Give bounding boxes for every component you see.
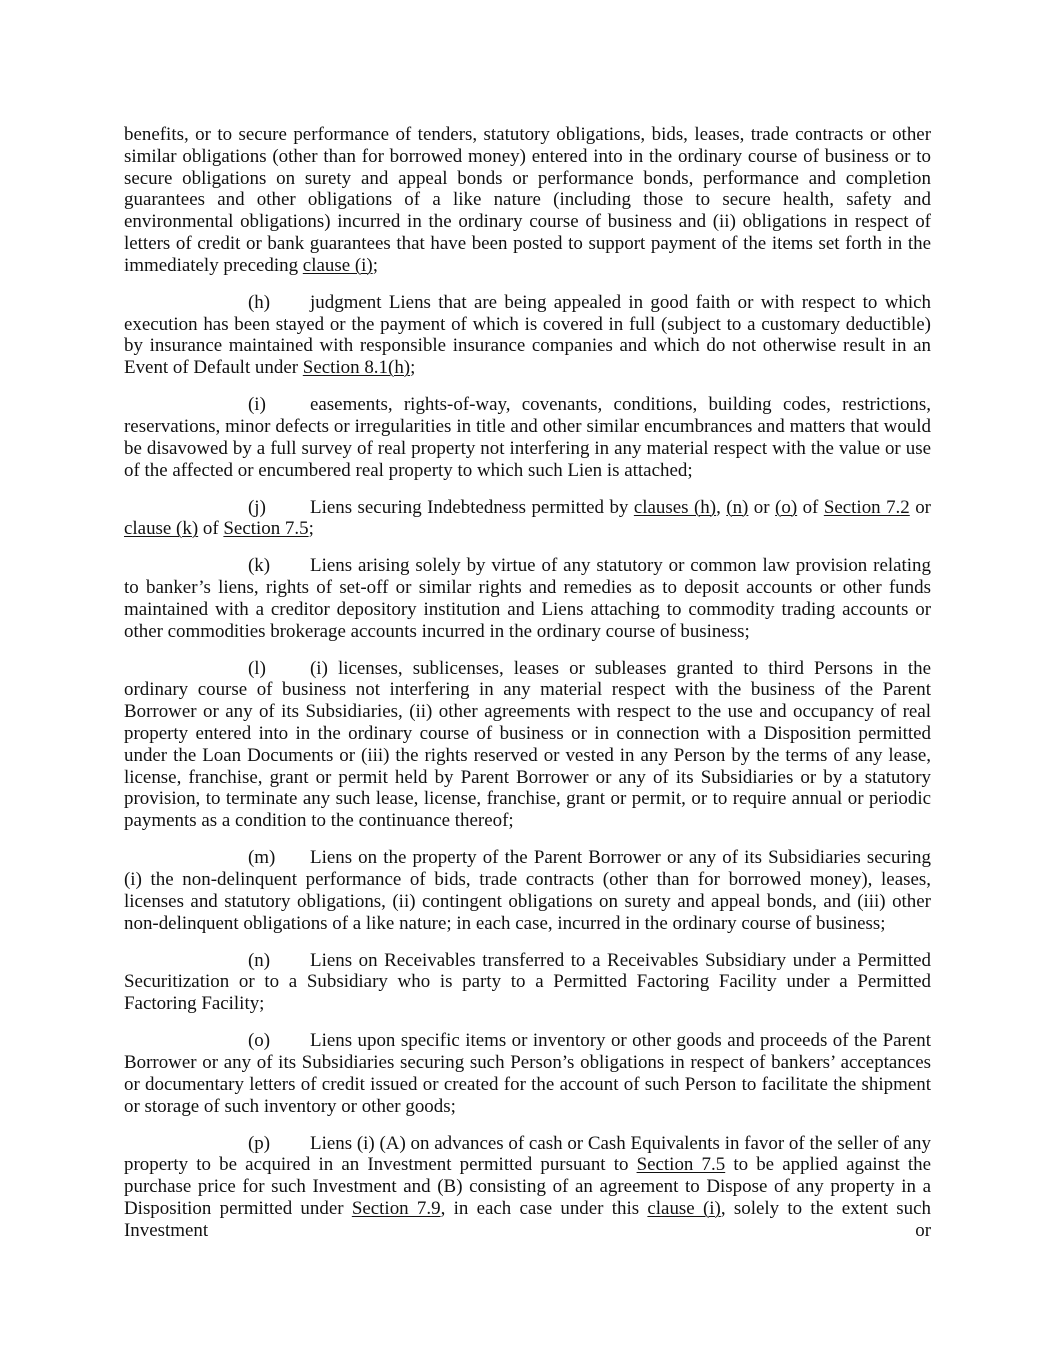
cross-reference: clause (i) xyxy=(647,1197,721,1219)
clause-label: (n) xyxy=(248,949,271,971)
clause-text: easements, rights-of-way, covenants, conditions, building codes, restrictions, reservations, minor defects or irregularities in title and other similar encumbrances and matters that would be disavowed by a full survey of real property not interfering in any material respect with the value or use of the affected or encumbered real property to which such Lien is attached; xyxy=(124,394,931,481)
cross-reference: clause (k) xyxy=(124,518,199,540)
cross-reference: Section 7.2 xyxy=(823,496,910,518)
cross-reference: clause (i) xyxy=(302,254,373,276)
clause-text: Liens on Receivables transferred to a Receivables Subsidiary under a Permitted Securitization or to a Subsidiary who is party to a Permitted Factoring Facility under a Permitted Factoring Facility; xyxy=(124,949,931,1015)
clause-text: or xyxy=(748,496,776,518)
clause-paragraph xyxy=(124,292,931,379)
cross-reference: Section 7.9 xyxy=(351,1197,441,1219)
clause-paragraph xyxy=(124,950,931,1015)
clause-paragraph xyxy=(124,555,931,642)
cross-reference: (o) xyxy=(775,496,798,518)
clause-text: , xyxy=(716,496,727,518)
clause-text: ; xyxy=(410,357,416,379)
clause-paragraph xyxy=(124,497,931,541)
cross-reference: Section 7.5 xyxy=(636,1154,726,1176)
clause-paragraph xyxy=(124,658,931,832)
clause-label: (m) xyxy=(248,847,276,869)
clause-paragraph xyxy=(124,847,931,934)
clause-text: benefits, or to secure performance of tenders, statutory obligations, bids, leases, trade contracts or other similar obligations (other than for borrowed money) entered into in the ordinary course of business or to secure obligations on surety and appeal bonds or performance bonds, performance and completion guarantees and other obligations of a like nature (including those to secure health, safety and environmental obligations) incurred in the ordinary course of business and (ii) obligations in respect of letters of credit or bank guarantees that have been posted to support payment of the items set forth in the immediately preceding xyxy=(124,124,931,276)
clause-text: Liens securing Indebtedness permitted by xyxy=(310,496,634,518)
clause-text: (i) licenses, sublicenses, leases or subleases granted to third Persons in the ordinary course of business not interfering in any material respect with the business of the Parent Borrower or any of its Subsidiaries, (ii) other agreements with respect to the use and occupancy of real property entered into in the ordinary course of business or in connection with a Disposition permitted under the Loan Documents or (iii) the rights reserved or vested in any Person by the terms of any lease, license, franchise, grant or permit held by Parent Borrower or any of its Subsidiaries or by a statutory provision, to terminate any such lease, license, franchise, grant or permit, or to require annual or periodic payments as a condition to the continuance thereof; xyxy=(124,657,931,832)
clause-text: judgment Liens that are being appealed in good faith or with respect to which execution has been stayed or the payment of which is covered in full (subject to a customary deductible) by insurance maintained with responsible insurance companies and which do not otherwise result in an Event of Default under xyxy=(124,291,931,379)
clause-text: Liens on the property of the Parent Borrower or any of its Subsidiaries securing (i) the non-delinquent performance of bids, trade contracts (other than for borrowed money), leases, licenses and statutory obligations, (ii) contingent obligations on surety and appeal bonds, and (iii) other non-delinquent obligations of a like nature; in each case, incurred in the ordinary course of business; xyxy=(124,847,931,934)
clause-label: (o) xyxy=(248,1030,271,1052)
clause-text: of xyxy=(198,518,224,540)
clause-text: to be applied against the purchase price for such Investment and (B) consisting of an agreement to Dispose of any property in a Disposition permitted under xyxy=(124,1154,932,1219)
clause-text: , in each case under this xyxy=(440,1197,648,1219)
document-body xyxy=(124,124,931,1257)
clause-text: or xyxy=(909,496,931,518)
clause-label: (h) xyxy=(248,291,271,313)
cross-reference: clauses (h) xyxy=(633,496,717,518)
clause-label: (j) xyxy=(248,496,266,518)
clause-paragraph xyxy=(124,1133,931,1242)
clause-label: (p) xyxy=(248,1132,271,1154)
clause-text: Liens (i) (A) on advances of cash or Cash Equivalents in favor of the seller of any property to be acquired in an Investment permitted pursuant to xyxy=(124,1132,931,1176)
cross-reference: Section 7.5 xyxy=(223,518,309,540)
clause-label: (l) xyxy=(248,657,266,679)
clause-text: of xyxy=(797,496,824,518)
cross-reference: (n) xyxy=(726,496,749,518)
clause-text: ; xyxy=(372,254,378,276)
clause-text: ; xyxy=(308,518,314,540)
clause-label: (i) xyxy=(248,394,266,416)
clause-text: , solely to the extent such Investment or xyxy=(124,1197,932,1241)
clause-paragraph xyxy=(124,394,931,481)
clause-text: Liens upon specific items or inventory or other goods and proceeds of the Parent Borrower or any of its Subsidiaries securing such Person’s obligations in respect of bankers’ acceptances or documentary letters of credit issued or created for the account of such Person to facilitate the shipment or storage of such inventory or other goods; xyxy=(124,1030,931,1117)
clause-text: Liens arising solely by virtue of any statutory or common law provision relating to banker’s liens, rights of set-off or similar rights and remedies as to deposit accounts or other funds maintained with a creditor depository institution and Liens attaching to commodity trading accounts or other commodities brokerage accounts incurred in the ordinary course of business; xyxy=(124,555,931,642)
cross-reference: Section 8.1(h) xyxy=(302,357,411,379)
clause-label: (k) xyxy=(248,555,271,577)
continuation-paragraph xyxy=(124,124,931,277)
clause-paragraph xyxy=(124,1030,931,1117)
